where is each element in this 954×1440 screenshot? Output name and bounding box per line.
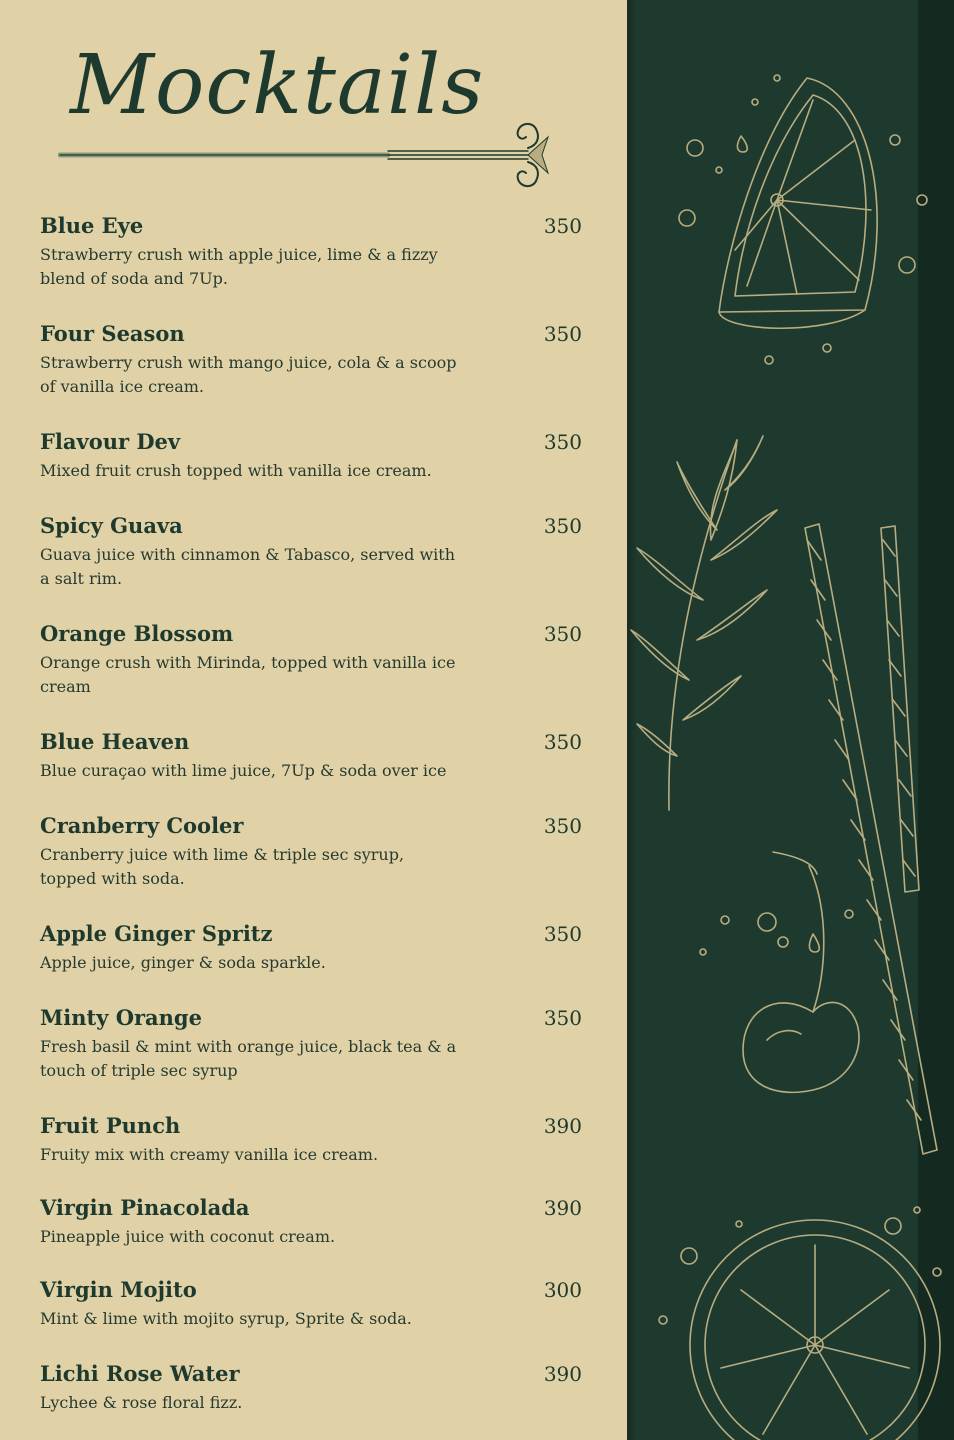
menu-item: [40, 512, 585, 591]
item-description: Guava juice with cinnamon & Tabasco, served with a salt rim.: [40, 545, 456, 588]
drinking-straw-icon: [805, 524, 937, 1154]
menu-item: [40, 620, 585, 699]
item-price: 390: [543, 1196, 582, 1220]
orange-slice-icon: [679, 75, 927, 364]
item-description: Fruity mix with creamy vanilla ice cream.: [40, 1145, 379, 1164]
item-price: 350: [543, 322, 582, 346]
item-name: Virgin Pinacolada: [40, 1195, 250, 1220]
item-description: Orange crush with Mirinda, topped with vanilla ice cream: [40, 653, 456, 696]
item-description: Blue curaçao with lime juice, 7Up & soda over ice: [40, 761, 447, 780]
item-price: 390: [543, 1362, 582, 1386]
page-title: Mocktails: [70, 38, 485, 133]
item-description: Cranberry juice with lime & triple sec syrup, topped with soda.: [40, 845, 405, 888]
item-description: Mint & lime with mojito syrup, Sprite & soda.: [40, 1309, 412, 1328]
item-name: Blue Heaven: [40, 729, 190, 754]
menu-item: [40, 1112, 585, 1167]
item-price: 350: [543, 622, 582, 646]
menu-item: [40, 812, 585, 891]
item-price: 350: [543, 730, 582, 754]
item-name: Minty Orange: [40, 1005, 202, 1030]
item-price: 350: [543, 430, 582, 454]
menu-item: [40, 212, 585, 291]
item-price: 350: [543, 214, 582, 238]
item-name: Four Season: [40, 321, 185, 346]
menu-item: [40, 1360, 585, 1415]
menu-item: [40, 1276, 585, 1331]
botanical-illustrations: [627, 0, 954, 1440]
item-name: Cranberry Cooler: [40, 813, 244, 838]
item-name: Fruit Punch: [40, 1113, 181, 1138]
item-description: Apple juice, ginger & soda sparkle.: [40, 953, 326, 972]
item-name: Blue Eye: [40, 213, 144, 238]
item-name: Flavour Dev: [40, 429, 181, 454]
item-description: Lychee & rose floral fizz.: [40, 1393, 243, 1412]
item-name: Apple Ginger Spritz: [40, 921, 273, 946]
title-flourish-icon: [58, 115, 558, 200]
menu-item: [40, 920, 585, 975]
item-price: 350: [543, 814, 582, 838]
item-description: Mixed fruit crush topped with vanilla ice cream.: [40, 461, 432, 480]
item-name: Virgin Mojito: [40, 1277, 197, 1302]
menu-item: [40, 1004, 585, 1083]
item-name: Orange Blossom: [40, 621, 234, 646]
item-price: 350: [543, 514, 582, 538]
item-name: Lichi Rose Water: [40, 1361, 240, 1386]
citrus-slice-icon: [659, 1207, 941, 1440]
menu-item: [40, 428, 585, 483]
menu-item: [40, 320, 585, 399]
item-name: Spicy Guava: [40, 513, 183, 538]
item-description: Strawberry crush with mango juice, cola & a scoop of vanilla ice cream.: [40, 353, 457, 396]
item-description: Strawberry crush with apple juice, lime & a fizzy blend of soda and 7Up.: [40, 245, 438, 288]
menu-item: [40, 728, 585, 783]
item-price: 300: [543, 1278, 582, 1302]
rosemary-sprig-icon: [631, 436, 777, 810]
item-description: Pineapple juice with coconut cream.: [40, 1227, 336, 1246]
item-price: 390: [543, 1114, 582, 1138]
menu-item: [40, 1194, 585, 1249]
item-price: 350: [543, 922, 582, 946]
item-price: 350: [543, 1006, 582, 1030]
cherry-icon: [700, 852, 859, 1092]
item-description: Fresh basil & mint with orange juice, black tea & a touch of triple sec syrup: [40, 1037, 457, 1080]
